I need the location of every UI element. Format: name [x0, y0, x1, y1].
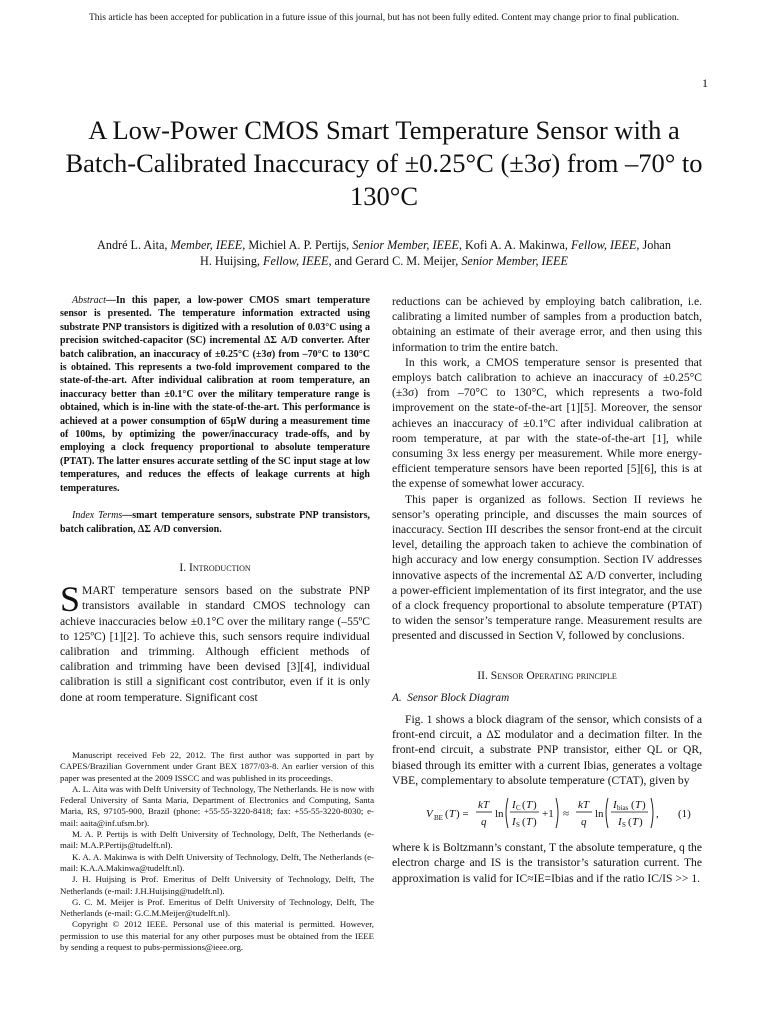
author-name: , Michiel A. P. Pertijs, — [242, 238, 350, 252]
svg-text:T: T — [526, 799, 533, 812]
svg-text:(: ( — [522, 816, 526, 829]
author-role: Senior Member, IEEE — [461, 254, 568, 268]
svg-text:) =: ) = — [456, 808, 469, 821]
page-number: 1 — [702, 76, 708, 90]
equation-graphic — [392, 792, 702, 834]
author-name: Kofi A. A. Makinwa, — [461, 238, 568, 252]
author-name: André L. Aita, — [97, 238, 168, 252]
svg-text:I: I — [512, 799, 516, 812]
publication-banner: This article has been accepted for publication in a future issue of this journal, but has not been fully edited. Content may change prior to final publication. — [88, 12, 680, 23]
svg-text:≈: ≈ — [563, 808, 570, 821]
footnote: Copyright © 2012 IEEE. Personal use of this material is permitted. However, permission to use this material for any other purposes must be obtained from the IEEE by sending a request to pubs-permissions@ieee.org. — [60, 919, 374, 953]
svg-text:T: T — [526, 816, 533, 829]
section-number: II. — [477, 668, 488, 682]
author-name: Johan H. Huijsing, — [200, 238, 671, 268]
equation-number: (1) — [678, 808, 691, 821]
svg-text:q: q — [581, 816, 587, 829]
footnote: M. A. P. Pertijs is with Delft University of Technology, Delft, The Netherlands (e-mail: M.A.P.Pertijs@tudelft.nl). — [60, 829, 374, 851]
svg-text:S: S — [622, 821, 626, 830]
footnote: A. L. Aita was with Delft University of Technology, The Netherlands. He is now with Federal University of Santa Maria, Department of Electronics and Computing, Santa Maria, RS, 97105-900, Brazil (phone: +55-55-3220-8418; fax: +55-55-3220-8030; e-mail: aaita@inf.ufsm.br). — [60, 783, 374, 828]
svg-text:ln: ln — [495, 808, 504, 821]
svg-text:C: C — [516, 804, 521, 813]
svg-text:): ) — [639, 816, 643, 829]
body-paragraph: Fig. 1 shows a block diagram of the sensor, which consists of a front-end circuit, a ΔΣ modulator and a decimation filter. In the front-end circuit, a substrate PNP transistor, either QL or QR, biased through its emitter with a current Ibias, generates a voltage VBE, complementary to absolute temperature (CTAT), given by — [392, 713, 702, 787]
svg-text:T: T — [632, 816, 639, 829]
footnote: Manuscript received Feb 22, 2012. The first author was supported in part by CAPES/Brazilian Government under Grant BEX 1877/03-8. An earlier version of this paper was presented at the 2009 ISSCC and was published in its proceedings. — [60, 750, 374, 783]
svg-text:ln: ln — [595, 808, 604, 821]
body-paragraph: In this work, a CMOS temperature sensor is presented that employs batch calibration to achieve an inaccuracy of ±0.25°C (±3σ) from –70°C to 130°C, which represents a two-fold improvement on the state-of-the-art [1][5]. Moreover, the sensor achieves an inaccuracy of ±0.1ºC after individual calibration at room temperature, at par with the state-of-the-art [1], while consuming 3x less energy per measurement. While more energy-efficient temperature sensors have been reported [5][6], this is at the expense of somewhat lower accuracy. — [392, 355, 702, 491]
author-role: Fellow, IEEE — [263, 254, 329, 268]
subsection-number: A. — [392, 691, 402, 704]
author-list — [95, 237, 673, 269]
abstract — [60, 294, 370, 495]
index-terms — [60, 509, 370, 536]
section-number: I. — [179, 560, 187, 574]
svg-text:I: I — [613, 799, 617, 812]
svg-text:+1: +1 — [542, 808, 554, 821]
svg-text:(: ( — [445, 808, 449, 821]
svg-text:I: I — [512, 816, 516, 829]
section-heading-introduction — [60, 560, 370, 575]
abstract-text: —In this paper, a low-power CMOS smart temperature sensor is presented. The temperature information extracted using substrate PNP transistors is digitized with a resolution of 0.03°C using a precision switched-capacitor (SC) incremental ΔΣ A/D converter. After batch calibration, an inaccuracy of ±0.25°C (±3σ) from –70°C to 130°C is obtained. This represents a two-fold improvement compared to the state-of-the-art. After individual calibration at room temperature, an inaccuracy better than ±0.1°C over the military temperature range is obtained, which is in-line with the state-of-the-art. This performance is achieved at a power consumption of 65µW during a measurement time of 100ms, by optimizing the power/inaccuracy trade-offs, and by employing a clock frequency proportional to absolute temperature (PTAT). The latter ensures accurate settling of the SC input stage at low temperatures, and reduces the effects of leakage currents at high temperatures. — [60, 295, 370, 494]
svg-text:(: ( — [631, 799, 635, 812]
abstract-label: Abstract — [72, 295, 106, 306]
subsection-title: Sensor Block Diagram — [407, 691, 510, 704]
svg-text:kT: kT — [478, 799, 489, 812]
intro-paragraph — [60, 579, 370, 705]
footnote: J. H. Huijsing is Prof. Emeritus of Delft University of Technology, Delft, The Netherlands (e-mail: J.H.Huijsing@tudelft.nl). — [60, 874, 374, 896]
svg-text:T: T — [635, 799, 642, 812]
intro-text: MART temperature sensors based on the substrate PNP transistors available in standard CMOS technology can achieve inaccuracies below ±0.1°C over the military range (–55ºC to 125ºC) [1][2]. To achieve this, such sensors require individual calibration and trimming. Although efficient methods of calibration and trimming have been devised [3][4], individual calibration is still a significant cost contributor, even if it is only done at room temperature. Significant cost — [60, 584, 370, 704]
footnotes — [60, 750, 374, 953]
author-name: , and Gerard C. M. Meijer, — [328, 254, 459, 268]
footnote: K. A. A. Makinwa is with Delft University of Technology, Delft, The Netherlands (e-mail: K.A.A.Makinwa@tudelft.nl). — [60, 851, 374, 873]
author-role: Member, IEEE — [170, 238, 243, 252]
body-paragraph: where k is Boltzmann’s constant, T the absolute temperature, q the electron charge and IS is the transistor’s saturation current. The approximation is valid for IC≈IE=Ibias and if the ratio IC/IS >> 1. — [392, 841, 702, 885]
svg-text:): ) — [533, 816, 537, 829]
svg-text:(: ( — [522, 799, 526, 812]
left-column — [60, 294, 370, 705]
svg-text:): ) — [642, 799, 646, 812]
drop-cap: S — [60, 579, 81, 620]
svg-text:S: S — [516, 821, 520, 830]
paper-title: A Low-Power CMOS Smart Temperature Sensor with a Batch-Calibrated Inaccuracy of ±0.25°C (±3σ) from –70° to 130°C — [65, 115, 703, 211]
svg-text:kT: kT — [578, 799, 589, 812]
svg-text:,: , — [656, 808, 659, 821]
svg-text:T: T — [449, 808, 456, 821]
author-role: Senior Member, IEEE, — [352, 238, 462, 252]
svg-text:I: I — [618, 816, 622, 829]
svg-text:q: q — [481, 816, 487, 829]
svg-text:): ) — [533, 799, 537, 812]
index-terms-label: Index Terms — [72, 510, 123, 522]
svg-text:BE: BE — [434, 814, 443, 823]
index-terms-text: —smart temperature sensors, substrate PNP transistors, batch calibration, ΔΣ A/D conversion. — [60, 510, 370, 535]
body-paragraph: reductions can be achieved by employing batch calibration, i.e. calibrating a limited number of samples from a production batch, obtaining an estimate of their average error, and then using this information to trim the entire batch. — [392, 295, 702, 354]
svg-text:V: V — [426, 808, 433, 821]
body-paragraph: This paper is organized as follows. Section II reviews he sensor’s operating principle, and discusses the main sources of inaccuracy. Section III describes the sensor front-end at the circuit level, detailing the approach taken to achieve the combination of high accuracy and low energy consumption. Section IV addresses innovative aspects of the incremental ΔΣ A/D converter, including a power-efficient implementation of its first integrator, and the use of a clock frequency proportional to absolute temperature (PTAT) to widen the sensor’s temperature range. Measurement results are presented and discussed in Section V, followed by conclusions. — [392, 492, 702, 643]
subsection-heading — [392, 691, 702, 706]
svg-text:bias: bias — [617, 804, 629, 813]
equation-1 — [392, 792, 702, 834]
author-role: Fellow, IEEE, — [570, 238, 640, 252]
footnote: G. C. M. Meijer is Prof. Emeritus of Delft University of Technology, Delft, The Netherlands (e-mail: G.C.M.Meijer@tudelft.nl). — [60, 896, 374, 919]
svg-text:(: ( — [628, 816, 632, 829]
right-column — [392, 294, 702, 886]
section-title: Introduction — [189, 560, 251, 574]
section-heading-operating-principle — [392, 668, 702, 683]
section-title: Sensor Operating principle — [490, 668, 617, 682]
